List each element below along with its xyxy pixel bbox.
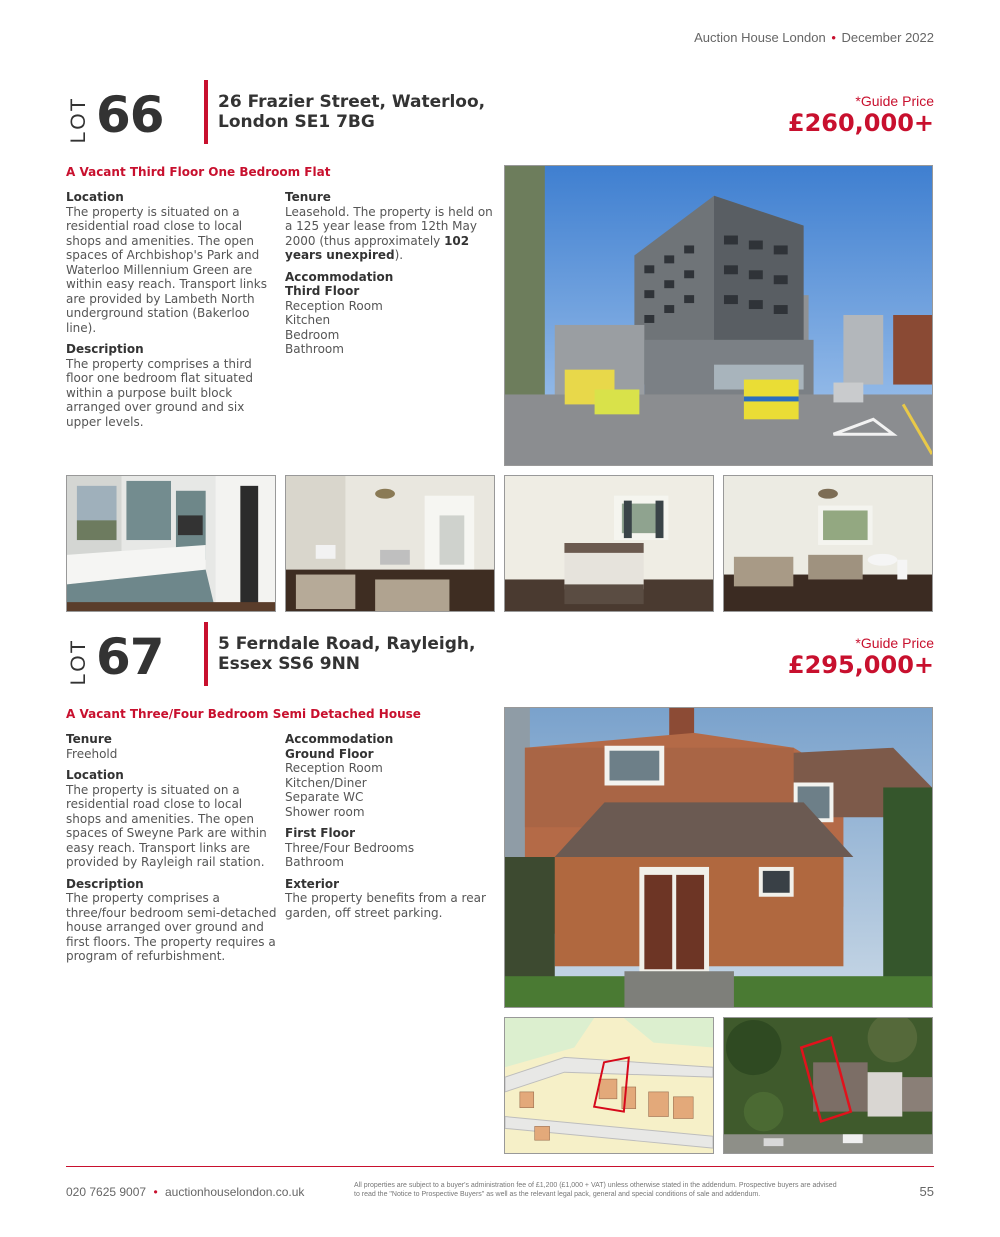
guide-price-label: *Guide Price [855, 93, 934, 109]
phone-number: 020 7625 9007 [66, 1185, 147, 1199]
room-item: Three/Four Bedrooms [285, 840, 415, 855]
description-heading: Description [66, 342, 144, 356]
tenure-heading: Tenure [285, 190, 331, 204]
exterior-photo [504, 165, 933, 466]
issue-date: December 2022 [841, 30, 934, 45]
room-item: Separate WC [285, 790, 364, 804]
lot-67-left-column [66, 732, 278, 971]
publisher-name: Auction House London [694, 30, 826, 45]
room-item: Bathroom [285, 342, 344, 356]
accommodation-heading: Accommodation [285, 269, 394, 284]
kitchen-photo [66, 475, 276, 612]
lounge-photo [723, 475, 933, 612]
website-link[interactable]: auctionhouselondon.co.uk [164, 1185, 305, 1199]
lot-address [218, 634, 538, 674]
address-line-2: London SE1 7BG [218, 112, 375, 132]
exterior-heading: Exterior [285, 876, 340, 891]
aerial-photo [723, 1017, 933, 1154]
location-heading: Location [66, 768, 124, 782]
description-text: The property comprises a third floor one bedroom flat situated within a purpose built block arranged over ground and six upper levels. [66, 356, 253, 429]
lot-label: LOT [67, 96, 90, 144]
location-heading: Location [66, 190, 124, 204]
lot-divider [204, 622, 208, 686]
guide-price-label: *Guide Price [855, 635, 934, 651]
footer-disclaimer: All properties are subject to a buyer's administration fee of £1,200 (£1,000 + VAT) unless otherwise stated in the addendum. Prospective buyers are advised to read the "Notice to Prospective Buyers" as well as the relevant legal pack, general and special conditions of sale and addendum. [354, 1182, 837, 1198]
tenure-text: Leasehold. The property is held on a 125 year lease from 12th May 2000 (thus approximately 102 years unexpired). [285, 204, 493, 262]
floor-heading: Third Floor [285, 284, 360, 298]
footer-divider [66, 1166, 934, 1167]
location-text: The property is situated on a residential road close to local shops and amenities. The open spaces of Sweyne Park are within easy reach. Transport links are provided by Rayleigh rail station. [66, 782, 267, 869]
lot-number: 66 [96, 86, 164, 144]
address-line-2: Essex SS6 9NN [218, 654, 361, 674]
lease-remaining: 102 years unexpired [285, 233, 470, 262]
page-number: 55 [919, 1184, 934, 1199]
separator-dot: • [831, 30, 836, 45]
lot-number: 67 [96, 628, 164, 686]
bedroom-photo [504, 475, 714, 612]
first-floor-heading: First Floor [285, 826, 356, 840]
guide-price-value: £260,000+ [787, 109, 934, 137]
lot-67-right-column [285, 732, 497, 927]
tenure-heading: Tenure [66, 732, 112, 746]
lot-66-left-column [66, 190, 278, 436]
guide-price-value: £295,000+ [787, 651, 934, 679]
room-item: Reception Room [285, 298, 383, 313]
exterior-text: The property benefits from a rear garden, off street parking. [285, 891, 486, 920]
lot-66-subtitle: A Vacant Third Floor One Bedroom Flat [66, 165, 331, 179]
accommodation-heading: Accommodation [285, 732, 394, 746]
description-heading: Description [66, 876, 144, 891]
tenure-text: Freehold [66, 746, 118, 761]
lot-67-price [788, 635, 934, 679]
room-item: Reception Room [285, 761, 383, 775]
lot-address [218, 92, 538, 132]
lot-66-right-column [285, 190, 497, 364]
page-header [694, 30, 934, 45]
room-item: Bathroom [285, 855, 344, 869]
room-item: Shower room [285, 804, 365, 819]
address-line-1: 5 Ferndale Road, Rayleigh, [218, 634, 476, 654]
footer-contact [66, 1185, 304, 1199]
lot-67-subtitle: A Vacant Three/Four Bedroom Semi Detached House [66, 707, 421, 721]
lot-divider [204, 80, 208, 144]
room-item: Bedroom [285, 327, 340, 342]
room-item: Kitchen/Diner [285, 775, 367, 790]
lot-label: LOT [67, 638, 90, 686]
separator-dot: • [153, 1185, 158, 1199]
room-item: Kitchen [285, 313, 331, 327]
address-line-1: 26 Frazier Street, Waterloo, [218, 92, 486, 112]
house-exterior-photo [504, 707, 933, 1008]
site-map [504, 1017, 714, 1154]
ground-floor-heading: Ground Floor [285, 746, 374, 761]
lot-66-price [788, 93, 934, 137]
location-text: The property is situated on a residential road close to local shops and amenities. The open spaces of Archbishop's Park and Waterloo Millennium Green are within easy reach. Transport links are provided by Lambeth North underground station (Bakerloo line). [66, 204, 267, 335]
description-text: The property comprises a three/four bedroom semi-detached house arranged over ground and first floors. The property requires a program of refurbishment. [66, 891, 277, 963]
living-room-photo [285, 475, 495, 612]
